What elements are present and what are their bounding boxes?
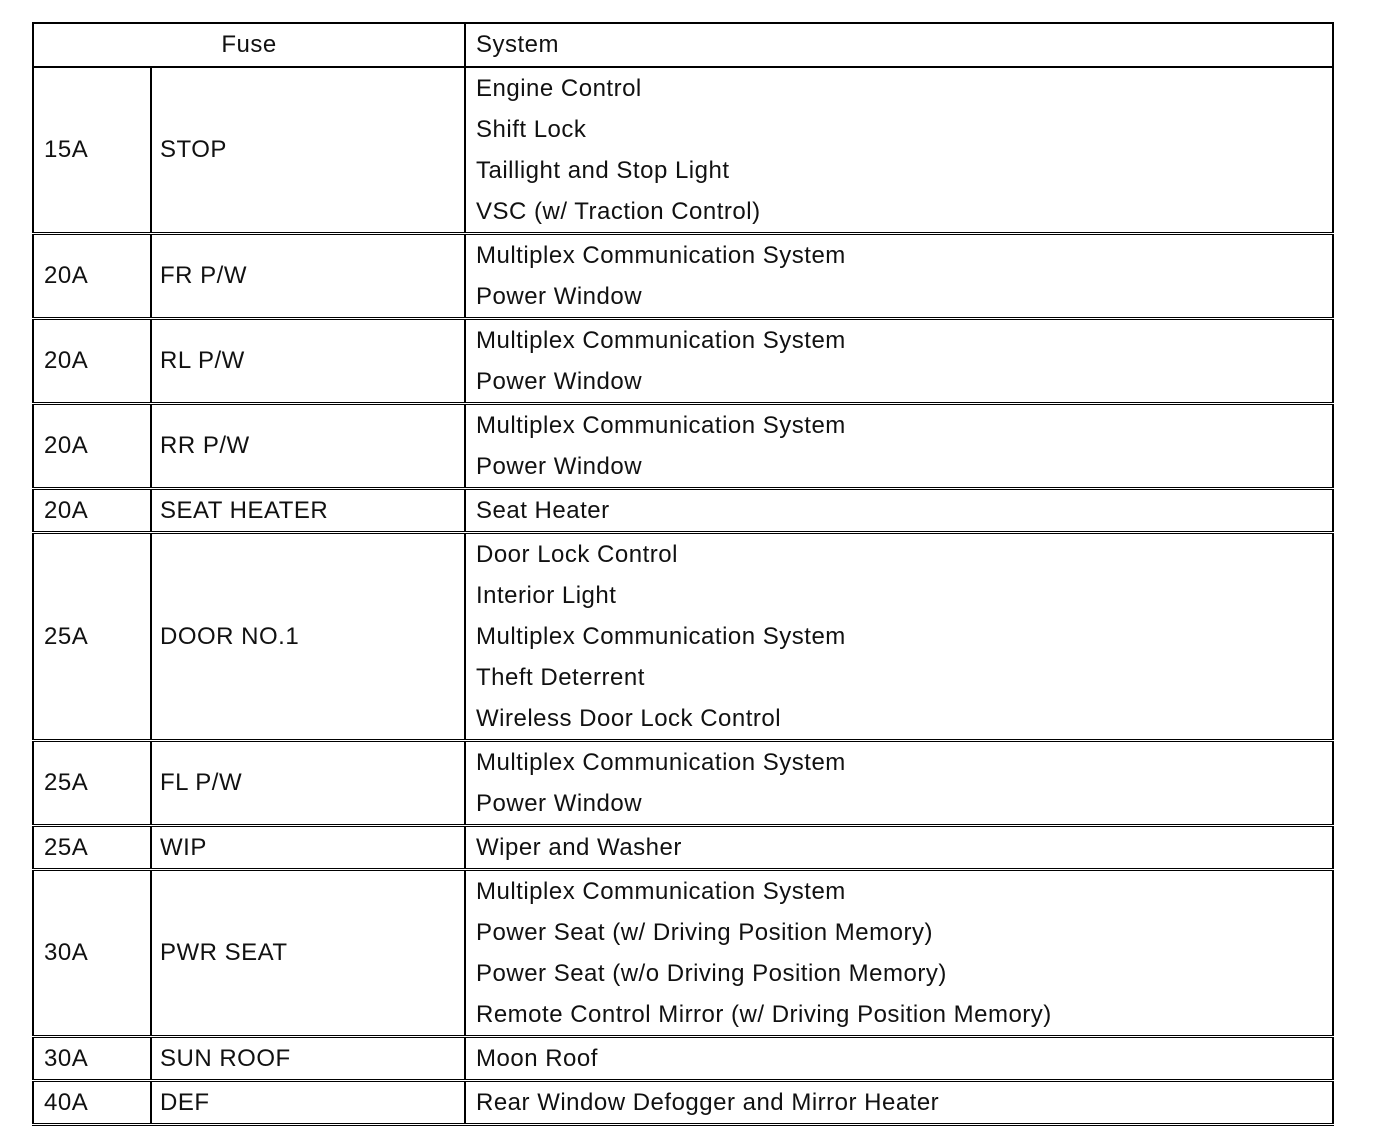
fuse-name: FL P/W <box>151 741 465 826</box>
table-row <box>33 319 1333 404</box>
fuse-amperage: 20A <box>33 234 151 319</box>
table-row <box>33 489 1333 533</box>
fuse-amperage: 25A <box>33 533 151 741</box>
system-item: Multiplex Communication System <box>476 412 846 439</box>
system-item: Engine Control <box>476 75 642 102</box>
fuse-table <box>32 22 1334 1126</box>
table-row <box>33 67 1333 234</box>
system-item: Power Window <box>476 368 643 395</box>
system-item: Multiplex Communication System <box>476 623 846 650</box>
system-item: Taillight and Stop Light <box>476 157 730 184</box>
table-row <box>33 533 1333 741</box>
fuse-name: DOOR NO.1 <box>151 533 465 741</box>
system-cell <box>465 489 1333 533</box>
system-item: Theft Deterrent <box>476 664 645 691</box>
header-row <box>33 23 1333 67</box>
system-cell <box>465 870 1333 1037</box>
fuse-name: RR P/W <box>151 404 465 489</box>
table-row <box>33 1081 1333 1125</box>
system-item: Multiplex Communication System <box>476 327 846 354</box>
fuse-amperage: 25A <box>33 826 151 870</box>
fuse-name: PWR SEAT <box>151 870 465 1037</box>
system-item: Power Seat (w/o Driving Position Memory) <box>476 960 947 987</box>
system-item: Power Seat (w/ Driving Position Memory) <box>476 919 933 946</box>
system-item: Seat Heater <box>476 497 610 524</box>
table-row <box>33 870 1333 1037</box>
system-cell <box>465 319 1333 404</box>
system-cell <box>465 826 1333 870</box>
fuse-amperage: 25A <box>33 741 151 826</box>
system-item: Multiplex Communication System <box>476 878 846 905</box>
system-cell <box>465 404 1333 489</box>
fuse-amperage: 30A <box>33 870 151 1037</box>
system-item: Power Window <box>476 283 643 310</box>
system-item: Power Window <box>476 453 643 480</box>
system-item: Shift Lock <box>476 116 587 143</box>
table-row <box>33 234 1333 319</box>
system-item: Remote Control Mirror (w/ Driving Position Memory) <box>476 1001 1052 1028</box>
system-item: Door Lock Control <box>476 541 678 568</box>
fuse-amperage: 20A <box>33 319 151 404</box>
system-item: Wiper and Washer <box>476 834 682 861</box>
table-row <box>33 741 1333 826</box>
fuse-name: DEF <box>151 1081 465 1125</box>
table-row <box>33 1037 1333 1081</box>
system-item: VSC (w/ Traction Control) <box>476 198 761 225</box>
system-cell <box>465 1081 1333 1125</box>
fuse-amperage: 20A <box>33 404 151 489</box>
system-item: Interior Light <box>476 582 617 609</box>
system-cell <box>465 741 1333 826</box>
fuse-amperage: 15A <box>33 67 151 234</box>
table-row <box>33 826 1333 870</box>
system-cell <box>465 1037 1333 1081</box>
fuse-name: FR P/W <box>151 234 465 319</box>
fuse-name: STOP <box>151 67 465 234</box>
system-item: Power Window <box>476 790 643 817</box>
fuse-name: WIP <box>151 826 465 870</box>
system-item: Rear Window Defogger and Mirror Heater <box>476 1089 940 1116</box>
fuse-table-body <box>33 67 1333 1125</box>
fuse-amperage: 20A <box>33 489 151 533</box>
fuse-name: SUN ROOF <box>151 1037 465 1081</box>
system-item: Moon Roof <box>476 1045 598 1072</box>
system-cell <box>465 234 1333 319</box>
fuse-name: RL P/W <box>151 319 465 404</box>
fuse-amperage: 40A <box>33 1081 151 1125</box>
system-item: Multiplex Communication System <box>476 242 846 269</box>
system-item: Wireless Door Lock Control <box>476 705 782 732</box>
header-fuse: Fuse <box>33 23 465 67</box>
system-item: Multiplex Communication System <box>476 749 846 776</box>
table-row <box>33 404 1333 489</box>
fuse-name: SEAT HEATER <box>151 489 465 533</box>
header-system: System <box>465 23 1333 67</box>
fuse-amperage: 30A <box>33 1037 151 1081</box>
system-cell <box>465 67 1333 234</box>
system-cell <box>465 533 1333 741</box>
